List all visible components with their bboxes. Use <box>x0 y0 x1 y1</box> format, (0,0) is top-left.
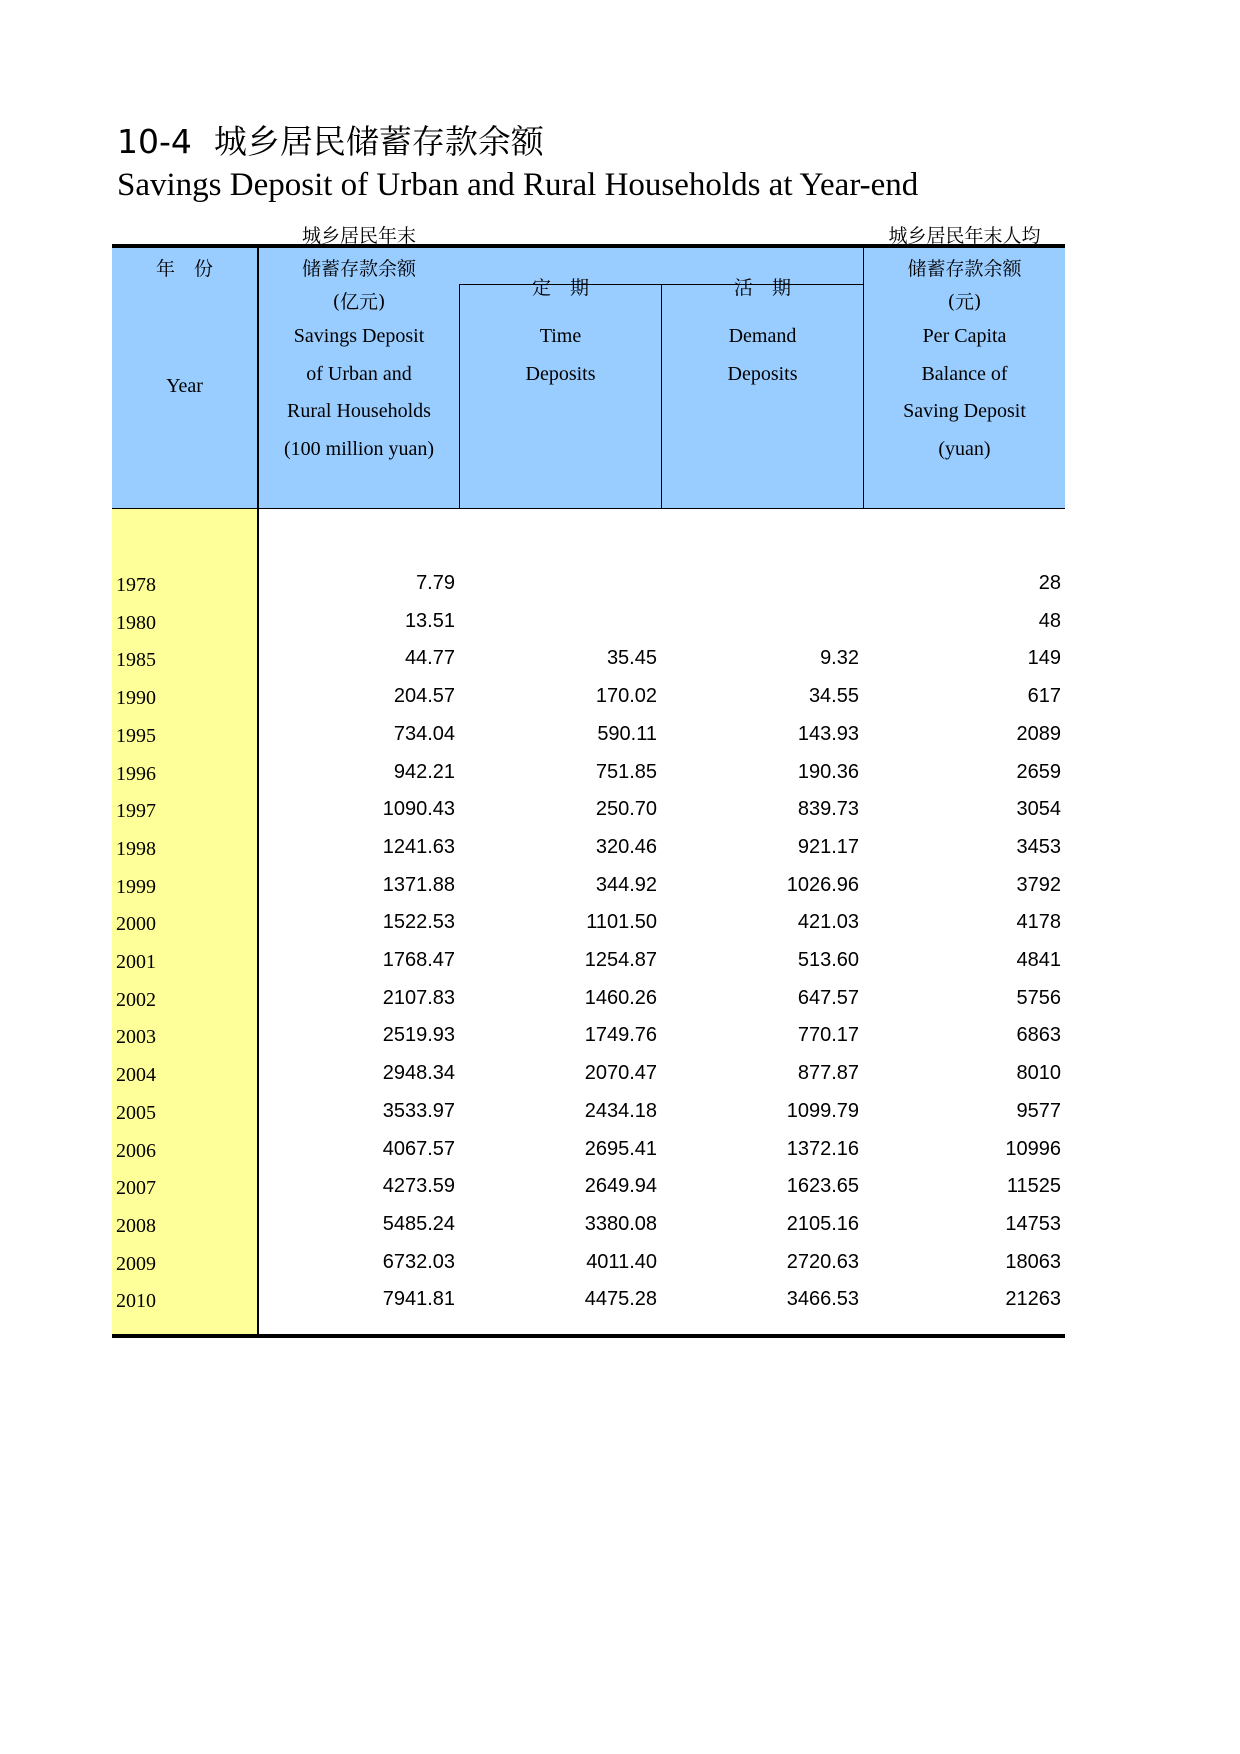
cell-time-deposits <box>461 565 657 603</box>
header-percapita-en3: Saving Deposit <box>903 400 1026 422</box>
table-row <box>112 1017 1065 1055</box>
cell-time-deposits: 344.92 <box>595 873 657 896</box>
header-total-en3: Rural Households <box>287 400 431 422</box>
cell-demand-deposits: 1623.65 <box>786 1175 859 1198</box>
cell-time-deposits: 590.11 <box>597 722 657 745</box>
header-percapita-en4: (yuan) <box>938 438 991 460</box>
cell-per-capita: 48 <box>1038 609 1061 632</box>
cell-total: 2519.93 <box>382 1024 455 1047</box>
table-title-en: Savings Deposit of Urban and Rural Households at Year-end <box>117 167 919 203</box>
cell-year: 1995 <box>116 724 156 747</box>
table-row <box>112 867 1065 905</box>
header-demand-en1: Demand <box>728 325 797 347</box>
table-row <box>112 1093 1065 1131</box>
cell-year: 1980 <box>116 611 156 634</box>
cell-per-capita: 149 <box>1027 647 1061 670</box>
cell-per-capita: 18063 <box>1005 1250 1061 1273</box>
cell-demand-deposits: 3466.53 <box>786 1288 859 1311</box>
cell-year: 2005 <box>116 1101 156 1124</box>
cell-time-deposits: 250.70 <box>595 798 657 821</box>
cell-time-deposits: 3380.08 <box>584 1212 657 1235</box>
cell-demand-deposits: 513.60 <box>797 949 859 971</box>
cell-total: 4067.57 <box>382 1137 455 1160</box>
cell-time-deposits <box>461 603 657 641</box>
cell-total: 204.57 <box>393 685 455 708</box>
cell-per-capita: 5756 <box>1016 986 1061 1009</box>
cell-demand-deposits: 839.73 <box>797 798 859 821</box>
cell-demand-deposits: 2105.16 <box>786 1212 859 1235</box>
table-row <box>112 942 1065 980</box>
cell-year: 2000 <box>116 913 156 936</box>
cell-year: 2002 <box>116 988 156 1011</box>
cell-time-deposits: 2070.47 <box>584 1062 657 1085</box>
header-total-en4: (100 million yuan) <box>284 438 434 460</box>
cell-per-capita: 4178 <box>1016 911 1061 934</box>
cell-demand-deposits: 2720.63 <box>786 1250 859 1273</box>
cell-total: 1241.63 <box>382 835 455 858</box>
cell-per-capita: 21263 <box>1005 1288 1061 1311</box>
table-row <box>112 640 1065 678</box>
cell-year: 2004 <box>116 1064 156 1087</box>
cell-demand-deposits: 647.57 <box>797 986 859 1009</box>
cell-year: 2006 <box>116 1139 156 1162</box>
table-row <box>112 1131 1065 1169</box>
cell-time-deposits: 4011.40 <box>586 1250 657 1273</box>
cell-per-capita: 4841 <box>1016 949 1061 971</box>
cell-per-capita: 2659 <box>1016 760 1061 783</box>
table-row <box>112 1206 1065 1244</box>
cell-year: 1999 <box>116 875 156 898</box>
cell-per-capita: 28 <box>1038 572 1061 594</box>
cell-per-capita: 3792 <box>1016 873 1061 896</box>
cell-time-deposits: 2434.18 <box>584 1099 657 1122</box>
cell-time-deposits: 320.46 <box>595 835 657 858</box>
cell-total: 7.79 <box>416 572 455 594</box>
cell-year: 2001 <box>116 951 156 973</box>
cell-demand-deposits: 421.03 <box>797 911 859 934</box>
table-row <box>112 1244 1065 1282</box>
savings-deposit-table <box>112 225 1065 1338</box>
cell-time-deposits: 1254.87 <box>584 949 657 971</box>
cell-total: 3533.97 <box>382 1099 455 1122</box>
cell-demand-deposits: 921.17 <box>797 835 859 858</box>
cell-demand-deposits <box>663 565 859 603</box>
cell-time-deposits: 35.45 <box>606 647 657 670</box>
cell-total: 1090.43 <box>382 798 455 821</box>
header-demand-en2: Deposits <box>727 363 798 385</box>
cell-total: 44.77 <box>404 647 455 670</box>
cell-per-capita: 6863 <box>1016 1024 1061 1047</box>
header-percapita-cn2: 储蓄存款余额 <box>907 258 1022 280</box>
cell-total: 2107.83 <box>382 986 455 1009</box>
cell-total: 734.04 <box>393 722 455 745</box>
cell-total: 6732.03 <box>382 1250 455 1273</box>
cell-total: 1522.53 <box>382 911 455 934</box>
table-row <box>112 791 1065 829</box>
cell-demand-deposits: 877.87 <box>797 1062 859 1085</box>
cell-demand-deposits: 190.36 <box>797 760 859 783</box>
header-percapita-cn3: (元) <box>947 291 982 313</box>
cell-demand-deposits: 1026.96 <box>786 873 859 896</box>
header-total-en2: of Urban and <box>306 363 412 385</box>
cell-per-capita: 9577 <box>1016 1099 1061 1122</box>
cell-year: 1996 <box>116 762 156 785</box>
cell-total: 7941.81 <box>382 1288 455 1311</box>
header-total-cn1: 城乡居民年末 <box>301 225 416 247</box>
cell-year: 1978 <box>116 574 156 596</box>
table-title-cn <box>117 122 544 162</box>
header-total-en1: Savings Deposit <box>293 325 425 347</box>
cell-per-capita: 10996 <box>1005 1137 1061 1160</box>
cell-demand-deposits: 770.17 <box>797 1024 859 1047</box>
cell-time-deposits: 2695.41 <box>584 1137 657 1160</box>
header-time-cn: 定 期 <box>531 277 589 299</box>
cell-demand-deposits: 1099.79 <box>786 1099 859 1122</box>
table-row <box>112 716 1065 754</box>
table-row <box>112 754 1065 792</box>
cell-per-capita: 2089 <box>1016 722 1061 745</box>
cell-demand-deposits <box>663 603 859 641</box>
header-percapita-en1: Per Capita <box>922 325 1007 347</box>
cell-time-deposits: 751.85 <box>595 760 657 783</box>
cell-time-deposits: 4475.28 <box>584 1288 657 1311</box>
cell-per-capita: 14753 <box>1005 1212 1061 1235</box>
cell-year: 1990 <box>116 687 156 710</box>
header-time-en2: Deposits <box>525 363 596 385</box>
table-row <box>112 904 1065 942</box>
cell-per-capita: 617 <box>1027 685 1061 708</box>
cell-demand-deposits: 1372.16 <box>786 1137 859 1160</box>
cell-time-deposits: 1749.76 <box>584 1024 657 1047</box>
cell-total: 1371.88 <box>382 873 455 896</box>
cell-time-deposits: 2649.94 <box>584 1175 657 1198</box>
cell-total: 942.21 <box>393 760 455 783</box>
cell-year: 1985 <box>116 649 156 672</box>
header-total-cn2: 储蓄存款余额 <box>301 258 416 280</box>
cell-demand-deposits: 34.55 <box>808 685 859 708</box>
cell-per-capita: 11525 <box>1006 1175 1061 1198</box>
cell-year: 2010 <box>116 1290 156 1313</box>
table-title-cn-text: 城乡居民储蓄存款余额 <box>213 122 544 161</box>
header-year-cn: 年 份 <box>155 258 213 280</box>
table-bottom-rule <box>112 1334 1065 1338</box>
header-year-en: Year <box>166 375 203 397</box>
cell-total: 13.51 <box>404 609 455 632</box>
header-time-en1: Time <box>539 325 582 347</box>
cell-year: 2007 <box>116 1177 156 1200</box>
cell-per-capita: 3054 <box>1016 798 1061 821</box>
cell-year: 1998 <box>116 837 156 860</box>
table-number: 10-4 <box>117 122 192 161</box>
table-row <box>112 603 1065 641</box>
table-row <box>112 980 1065 1018</box>
header-bottom-rule <box>112 508 1065 509</box>
table-row <box>112 678 1065 716</box>
header-percapita-en2: Balance of <box>921 363 1008 385</box>
header-percapita-cn1: 城乡居民年末人均 <box>888 225 1041 247</box>
cell-total: 1768.47 <box>382 949 455 971</box>
table-row <box>112 565 1065 603</box>
cell-year: 2008 <box>116 1214 156 1237</box>
cell-time-deposits: 170.02 <box>595 685 657 708</box>
table-row <box>112 1281 1065 1319</box>
cell-total: 5485.24 <box>382 1212 455 1235</box>
table-row <box>112 829 1065 867</box>
cell-time-deposits: 1101.50 <box>586 911 657 934</box>
cell-total: 2948.34 <box>382 1062 455 1085</box>
cell-year: 1997 <box>116 800 156 823</box>
cell-total: 4273.59 <box>382 1175 455 1198</box>
cell-demand-deposits: 9.32 <box>820 647 859 670</box>
header-total-cn3: (亿元) <box>332 291 386 313</box>
cell-per-capita: 3453 <box>1016 835 1061 858</box>
table-row <box>112 1055 1065 1093</box>
cell-demand-deposits: 143.93 <box>797 722 859 745</box>
cell-time-deposits: 1460.26 <box>584 986 657 1009</box>
cell-year: 2003 <box>116 1026 156 1049</box>
header-demand-cn: 活 期 <box>733 277 791 299</box>
cell-year: 2009 <box>116 1252 156 1275</box>
table-row <box>112 1168 1065 1206</box>
cell-per-capita: 8010 <box>1016 1062 1061 1085</box>
